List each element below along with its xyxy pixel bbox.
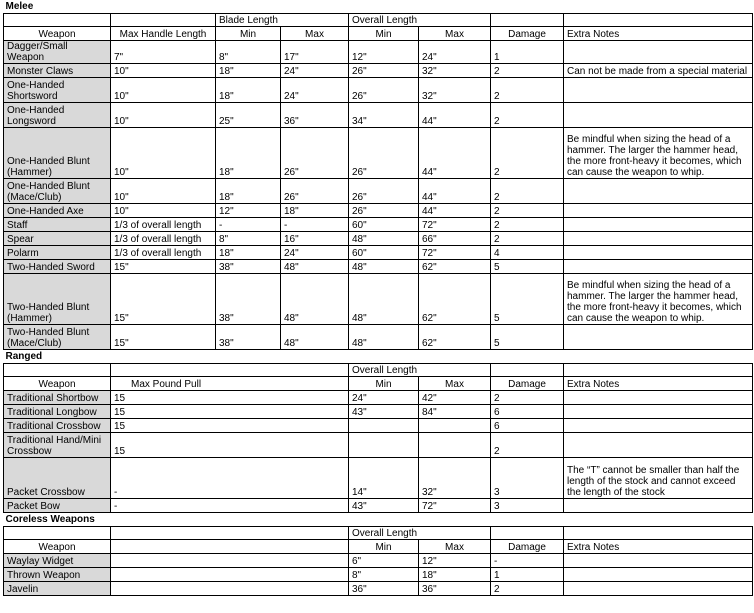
damage: 2 bbox=[491, 64, 564, 78]
overall-max: 42" bbox=[419, 391, 491, 405]
weapon-name: One-Handed Blunt (Hammer) bbox=[4, 128, 111, 179]
table-row bbox=[4, 568, 753, 582]
overall-max: 44" bbox=[419, 179, 491, 204]
extra-notes bbox=[564, 554, 753, 568]
blade-min: 8" bbox=[216, 232, 281, 246]
table-row bbox=[4, 260, 753, 274]
max-handle-length: 10" bbox=[111, 204, 216, 218]
overall-max: 32" bbox=[419, 458, 491, 499]
table-row bbox=[4, 179, 753, 204]
overall-min: 43" bbox=[349, 405, 419, 419]
extra-notes bbox=[564, 204, 753, 218]
blade-min: - bbox=[216, 218, 281, 232]
empty-cell bbox=[111, 554, 349, 568]
blade-min: 38" bbox=[216, 325, 281, 350]
table-row bbox=[4, 391, 753, 405]
blade-max: - bbox=[281, 218, 349, 232]
damage: 5 bbox=[491, 274, 564, 325]
overall-length-header: Overall Length bbox=[349, 14, 491, 27]
blade-min: 38" bbox=[216, 260, 281, 274]
damage: 3 bbox=[491, 458, 564, 499]
overall-max: 72" bbox=[419, 218, 491, 232]
overall-min: 48" bbox=[349, 274, 419, 325]
damage: - bbox=[491, 554, 564, 568]
overall-min: 60" bbox=[349, 246, 419, 260]
overall-min: 26" bbox=[349, 179, 419, 204]
max-handle-length: 15" bbox=[111, 325, 216, 350]
overall-max: 18" bbox=[419, 568, 491, 582]
overall-min: 48" bbox=[349, 232, 419, 246]
overall-max: 62" bbox=[419, 325, 491, 350]
overall-min: 24" bbox=[349, 391, 419, 405]
damage: 4 bbox=[491, 246, 564, 260]
table-row bbox=[4, 64, 753, 78]
max-pound-pull: 15 bbox=[111, 433, 349, 458]
table-row bbox=[4, 41, 753, 64]
damage: 1 bbox=[491, 568, 564, 582]
coreless-group-header bbox=[4, 527, 753, 540]
overall-min: 14" bbox=[349, 458, 419, 499]
melee-rows bbox=[4, 41, 753, 350]
damage: 5 bbox=[491, 325, 564, 350]
overall-min: 26" bbox=[349, 204, 419, 218]
overall-min: 48" bbox=[349, 325, 419, 350]
overall-max bbox=[419, 433, 491, 458]
blade-max: 24" bbox=[281, 64, 349, 78]
coreless-section-title: Coreless Weapons bbox=[5, 514, 95, 525]
blade-min: 18" bbox=[216, 246, 281, 260]
blade-max: 24" bbox=[281, 246, 349, 260]
melee-column-header: Weapon Max Handle Length Min Max Min Max Damage Extra Notes bbox=[4, 27, 753, 41]
ranged-group-header bbox=[4, 364, 753, 377]
extra-notes bbox=[564, 391, 753, 405]
weapon-name: Traditional Hand/Mini Crossbow bbox=[4, 433, 111, 458]
blade-max: 26" bbox=[281, 179, 349, 204]
weapon-name: Waylay Widget bbox=[4, 554, 111, 568]
table-row bbox=[4, 458, 753, 499]
table-row bbox=[4, 232, 753, 246]
weapon-name: Javelin bbox=[4, 582, 111, 596]
table-row bbox=[4, 419, 753, 433]
overall-min: 26" bbox=[349, 78, 419, 103]
blade-min: 18" bbox=[216, 179, 281, 204]
empty-cell bbox=[111, 568, 349, 582]
overall-min: 48" bbox=[349, 260, 419, 274]
max-pound-pull: 15 bbox=[111, 391, 349, 405]
overall-min: 12" bbox=[349, 41, 419, 64]
weapon-name: Two-Handed Blunt (Mace/Club) bbox=[4, 325, 111, 350]
damage: 1 bbox=[491, 41, 564, 64]
blade-max: 48" bbox=[281, 274, 349, 325]
damage: 2 bbox=[491, 128, 564, 179]
max-handle-length: 10" bbox=[111, 64, 216, 78]
overall-max: 36" bbox=[419, 582, 491, 596]
ranged-rows bbox=[4, 391, 753, 513]
table-row bbox=[4, 128, 753, 179]
blade-max: 16" bbox=[281, 232, 349, 246]
overall-min: 36" bbox=[349, 582, 419, 596]
max-handle-length: 7" bbox=[111, 41, 216, 64]
overall-max bbox=[419, 419, 491, 433]
overall-max: 44" bbox=[419, 128, 491, 179]
blade-min: 18" bbox=[216, 78, 281, 103]
overall-max: 24" bbox=[419, 41, 491, 64]
overall-max: 44" bbox=[419, 204, 491, 218]
extra-notes bbox=[564, 246, 753, 260]
weapon-name: Two-Handed Sword bbox=[4, 260, 111, 274]
weapon-name: One-Handed Blunt (Mace/Club) bbox=[4, 179, 111, 204]
extra-notes bbox=[564, 179, 753, 204]
overall-length-header: Overall Length bbox=[349, 527, 491, 540]
weapon-name: Traditional Shortbow bbox=[4, 391, 111, 405]
weapon-name: Traditional Longbow bbox=[4, 405, 111, 419]
overall-max: 32" bbox=[419, 64, 491, 78]
weapon-name: Thrown Weapon bbox=[4, 568, 111, 582]
extra-notes bbox=[564, 103, 753, 128]
overall-min: 26" bbox=[349, 128, 419, 179]
damage: 2 bbox=[491, 391, 564, 405]
melee-group-header bbox=[4, 14, 753, 27]
overall-min: 8" bbox=[349, 568, 419, 582]
weapon-name: Packet Bow bbox=[4, 499, 111, 513]
overall-max: 62" bbox=[419, 260, 491, 274]
damage: 2 bbox=[491, 204, 564, 218]
overall-max: 32" bbox=[419, 78, 491, 103]
blade-min: 38" bbox=[216, 274, 281, 325]
max-pound-pull: 15 bbox=[111, 419, 349, 433]
max-handle-length: 15" bbox=[111, 260, 216, 274]
max-handle-length: 10" bbox=[111, 78, 216, 103]
weapon-name: Spear bbox=[4, 232, 111, 246]
max-handle-length: 1/3 of overall length bbox=[111, 246, 216, 260]
weapon-name: Staff bbox=[4, 218, 111, 232]
damage: 3 bbox=[491, 499, 564, 513]
table-row bbox=[4, 78, 753, 103]
coreless-rows bbox=[4, 554, 753, 596]
max-handle-length: 1/3 of overall length bbox=[111, 232, 216, 246]
weapon-name: Monster Claws bbox=[4, 64, 111, 78]
extra-notes: Be mindful when sizing the head of a hammer. The larger the hammer head, the more front-heavy it becomes, which can cause the weapon to whip. bbox=[564, 128, 753, 179]
overall-max: 72" bbox=[419, 246, 491, 260]
overall-min: 26" bbox=[349, 64, 419, 78]
overall-max: 84" bbox=[419, 405, 491, 419]
blade-max: 24" bbox=[281, 78, 349, 103]
empty-cell bbox=[111, 582, 349, 596]
table-row bbox=[4, 325, 753, 350]
max-handle-length: 10" bbox=[111, 103, 216, 128]
max-pound-pull: - bbox=[111, 458, 349, 499]
weapons-table bbox=[3, 0, 753, 596]
table-row bbox=[4, 204, 753, 218]
overall-min: 6" bbox=[349, 554, 419, 568]
max-handle-length: 1/3 of overall length bbox=[111, 218, 216, 232]
extra-notes bbox=[564, 568, 753, 582]
extra-notes: Can not be made from a special material bbox=[564, 64, 753, 78]
blade-max: 36" bbox=[281, 103, 349, 128]
overall-min: 43" bbox=[349, 499, 419, 513]
damage: 2 bbox=[491, 78, 564, 103]
max-pound-pull: 15 bbox=[111, 405, 349, 419]
weapon-name: Dagger/Small Weapon bbox=[4, 41, 111, 64]
weapon-name: Polarm bbox=[4, 246, 111, 260]
extra-notes bbox=[564, 218, 753, 232]
weapon-name: One-Handed Longsword bbox=[4, 103, 111, 128]
overall-max: 44" bbox=[419, 103, 491, 128]
extra-notes bbox=[564, 405, 753, 419]
damage: 2 bbox=[491, 218, 564, 232]
extra-notes bbox=[564, 78, 753, 103]
overall-min bbox=[349, 419, 419, 433]
blade-max: 48" bbox=[281, 325, 349, 350]
damage: 5 bbox=[491, 260, 564, 274]
weapon-name: One-Handed Axe bbox=[4, 204, 111, 218]
table-row bbox=[4, 218, 753, 232]
max-handle-length: 10" bbox=[111, 128, 216, 179]
blade-min: 18" bbox=[216, 64, 281, 78]
blade-length-header: Blade Length bbox=[216, 14, 349, 27]
weapon-name: Packet Crossbow bbox=[4, 458, 111, 499]
blade-max: 17" bbox=[281, 41, 349, 64]
damage: 2 bbox=[491, 582, 564, 596]
blade-min: 12" bbox=[216, 204, 281, 218]
overall-max: 62" bbox=[419, 274, 491, 325]
max-handle-length: 10" bbox=[111, 179, 216, 204]
table-row bbox=[4, 103, 753, 128]
blade-min: 25" bbox=[216, 103, 281, 128]
extra-notes bbox=[564, 582, 753, 596]
blade-min: 18" bbox=[216, 128, 281, 179]
table-row bbox=[4, 405, 753, 419]
coreless-column-header: Weapon Min Max Damage Extra Notes bbox=[4, 540, 753, 554]
ranged-section-title: Ranged bbox=[5, 351, 43, 362]
weapon-name: One-Handed Shortsword bbox=[4, 78, 111, 103]
blade-max: 18" bbox=[281, 204, 349, 218]
max-pound-pull: - bbox=[111, 499, 349, 513]
damage: 6 bbox=[491, 405, 564, 419]
overall-length-header: Overall Length bbox=[349, 364, 491, 377]
extra-notes bbox=[564, 232, 753, 246]
damage: 2 bbox=[491, 433, 564, 458]
table-row bbox=[4, 274, 753, 325]
blade-min: 8" bbox=[216, 41, 281, 64]
table-row bbox=[4, 554, 753, 568]
blade-max: 26" bbox=[281, 128, 349, 179]
damage: 2 bbox=[491, 179, 564, 204]
extra-notes bbox=[564, 260, 753, 274]
table-row bbox=[4, 246, 753, 260]
overall-max: 72" bbox=[419, 499, 491, 513]
extra-notes bbox=[564, 433, 753, 458]
overall-min: 34" bbox=[349, 103, 419, 128]
damage: 6 bbox=[491, 419, 564, 433]
weapon-name: Two-Handed Blunt (Hammer) bbox=[4, 274, 111, 325]
max-handle-length: 15" bbox=[111, 274, 216, 325]
overall-max: 12" bbox=[419, 554, 491, 568]
damage: 2 bbox=[491, 103, 564, 128]
table-row bbox=[4, 582, 753, 596]
melee-section-title: Melee bbox=[5, 1, 34, 12]
damage: 2 bbox=[491, 232, 564, 246]
extra-notes bbox=[564, 325, 753, 350]
extra-notes bbox=[564, 41, 753, 64]
blade-max: 48" bbox=[281, 260, 349, 274]
extra-notes bbox=[564, 499, 753, 513]
extra-notes bbox=[564, 419, 753, 433]
extra-notes: The “T” cannot be smaller than half the length of the stock and cannot exceed the length of the stock bbox=[564, 458, 753, 499]
ranged-column-header: Weapon Max Pound Pull Min Max Damage Extra Notes bbox=[4, 377, 753, 391]
overall-min: 60" bbox=[349, 218, 419, 232]
overall-min bbox=[349, 433, 419, 458]
overall-max: 66" bbox=[419, 232, 491, 246]
table-row bbox=[4, 433, 753, 458]
weapon-name: Traditional Crossbow bbox=[4, 419, 111, 433]
table-row bbox=[4, 499, 753, 513]
extra-notes: Be mindful when sizing the head of a hammer. The larger the hammer head, the more front-heavy it becomes, which can cause the weapon to whip. bbox=[564, 274, 753, 325]
